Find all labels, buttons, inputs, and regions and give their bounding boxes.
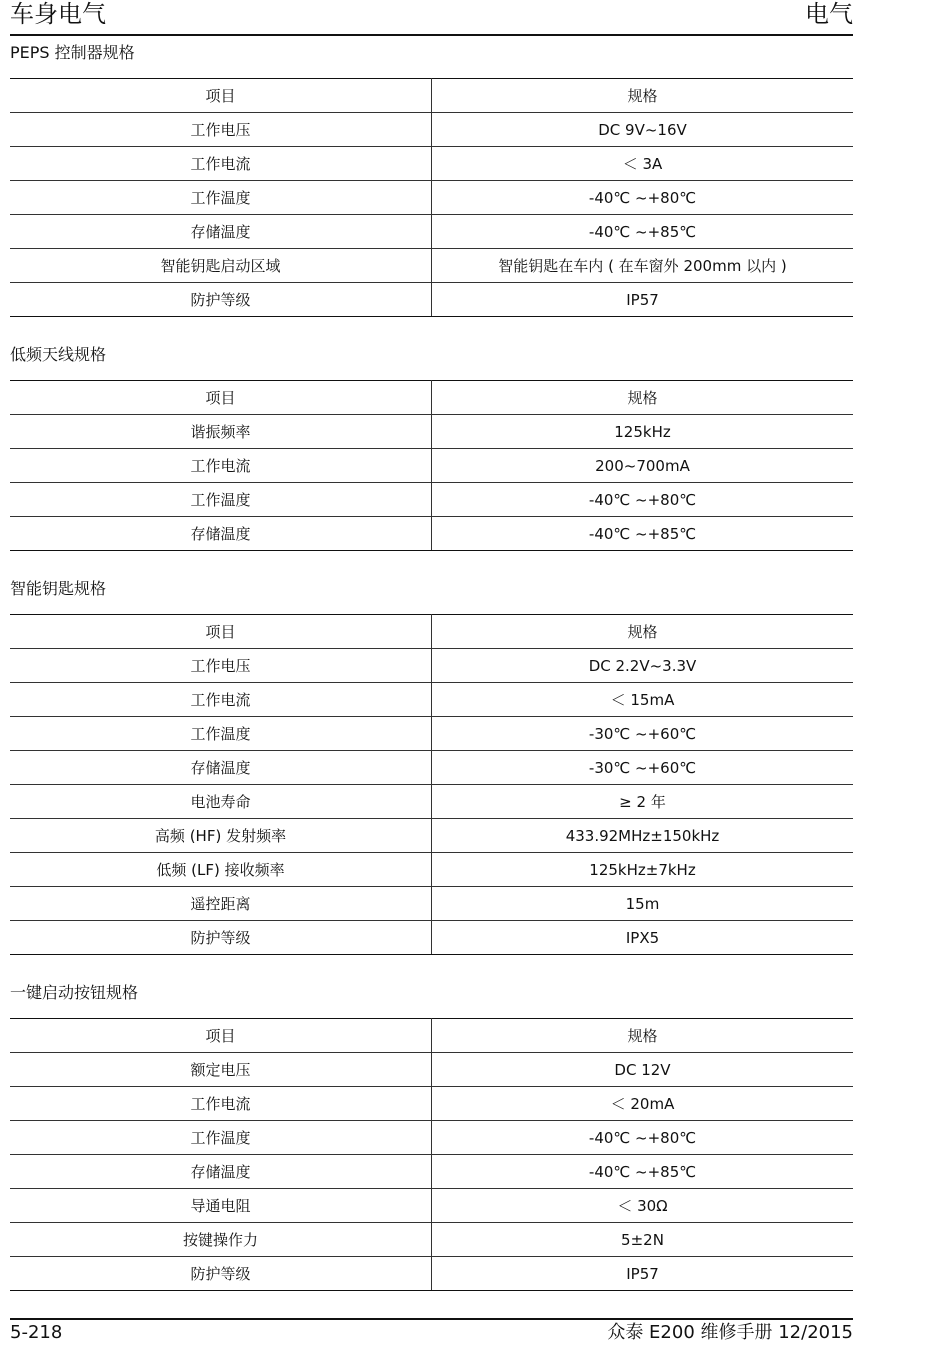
spec-cell: 125kHz±7kHz bbox=[432, 853, 854, 887]
table-row bbox=[10, 483, 853, 517]
item-cell: 工作电流 bbox=[10, 683, 432, 717]
spec-cell: ≥ 2 年 bbox=[432, 785, 854, 819]
item-cell: 工作温度 bbox=[10, 181, 432, 215]
item-cell: 工作电流 bbox=[10, 1087, 432, 1121]
item-cell: 遥控距离 bbox=[10, 887, 432, 921]
item-cell: 工作电流 bbox=[10, 147, 432, 181]
col-header-spec: 规格 bbox=[432, 381, 854, 415]
item-cell: 低频 (LF) 接收频率 bbox=[10, 853, 432, 887]
page-header bbox=[10, 0, 853, 36]
table-row bbox=[10, 1189, 853, 1223]
item-cell: 工作温度 bbox=[10, 1121, 432, 1155]
item-cell: 按键操作力 bbox=[10, 1223, 432, 1257]
col-header-spec: 规格 bbox=[432, 79, 854, 113]
item-cell: 额定电压 bbox=[10, 1053, 432, 1087]
table-row bbox=[10, 147, 853, 181]
spec-cell: 5±2N bbox=[432, 1223, 854, 1257]
table-row bbox=[10, 819, 853, 853]
table-row bbox=[10, 751, 853, 785]
spec-cell: -30℃ ~+60℃ bbox=[432, 717, 854, 751]
spec-cell: DC 2.2V~3.3V bbox=[432, 649, 854, 683]
table-row bbox=[10, 1121, 853, 1155]
col-header-item: 项目 bbox=[10, 79, 432, 113]
spec-cell: 15m bbox=[432, 887, 854, 921]
item-cell: 高频 (HF) 发射频率 bbox=[10, 819, 432, 853]
table-row bbox=[10, 1087, 853, 1121]
item-cell: 工作温度 bbox=[10, 717, 432, 751]
peps-spec-title: PEPS 控制器规格 bbox=[10, 43, 135, 62]
chapter-title: 车身电气 bbox=[10, 0, 106, 28]
start-button-spec-table bbox=[10, 1018, 853, 1291]
table-row bbox=[10, 283, 853, 317]
table-row bbox=[10, 215, 853, 249]
item-cell: 存储温度 bbox=[10, 215, 432, 249]
table-row bbox=[10, 1155, 853, 1189]
spec-cell: -40℃ ~+85℃ bbox=[432, 215, 854, 249]
item-cell: 存储温度 bbox=[10, 1155, 432, 1189]
spec-cell: ＜ 30Ω bbox=[432, 1189, 854, 1223]
page-footer bbox=[10, 1318, 853, 1343]
spec-cell: IPX5 bbox=[432, 921, 854, 955]
spec-cell: IP57 bbox=[432, 283, 854, 317]
spec-cell: -40℃ ~+80℃ bbox=[432, 181, 854, 215]
item-cell: 工作电流 bbox=[10, 449, 432, 483]
col-header-item: 项目 bbox=[10, 381, 432, 415]
col-header-spec: 规格 bbox=[432, 1019, 854, 1053]
table-row bbox=[10, 649, 853, 683]
item-cell: 存储温度 bbox=[10, 751, 432, 785]
table-row bbox=[10, 717, 853, 751]
spec-cell: 433.92MHz±150kHz bbox=[432, 819, 854, 853]
spec-cell: ＜ 3A bbox=[432, 147, 854, 181]
spec-cell: -40℃ ~+85℃ bbox=[432, 517, 854, 551]
spec-cell: -30℃ ~+60℃ bbox=[432, 751, 854, 785]
table-row bbox=[10, 181, 853, 215]
smart-key-spec-title: 智能钥匙规格 bbox=[10, 579, 107, 598]
spec-cell: -40℃ ~+85℃ bbox=[432, 1155, 854, 1189]
item-cell: 防护等级 bbox=[10, 1257, 432, 1291]
table-row bbox=[10, 449, 853, 483]
spec-cell: -40℃ ~+80℃ bbox=[432, 1121, 854, 1155]
lf-antenna-spec-table bbox=[10, 380, 853, 551]
table-row bbox=[10, 517, 853, 551]
table-row bbox=[10, 1223, 853, 1257]
col-header-spec: 规格 bbox=[432, 615, 854, 649]
item-cell: 工作温度 bbox=[10, 483, 432, 517]
col-header-item: 项目 bbox=[10, 615, 432, 649]
table-row bbox=[10, 921, 853, 955]
peps-spec-table bbox=[10, 78, 853, 317]
spec-cell: DC 12V bbox=[432, 1053, 854, 1087]
spec-cell: 125kHz bbox=[432, 415, 854, 449]
table-row bbox=[10, 113, 853, 147]
table-row bbox=[10, 785, 853, 819]
table-row bbox=[10, 853, 853, 887]
smart-key-spec-table bbox=[10, 614, 853, 955]
spec-cell: -40℃ ~+80℃ bbox=[432, 483, 854, 517]
spec-cell: DC 9V~16V bbox=[432, 113, 854, 147]
item-cell: 工作电压 bbox=[10, 113, 432, 147]
start-button-spec-title: 一键启动按钮规格 bbox=[10, 983, 139, 1002]
item-cell: 存储温度 bbox=[10, 517, 432, 551]
item-cell: 智能钥匙启动区域 bbox=[10, 249, 432, 283]
spec-cell: IP57 bbox=[432, 1257, 854, 1291]
table-row bbox=[10, 1257, 853, 1291]
page-number: 5-218 bbox=[10, 1322, 63, 1343]
table-row bbox=[10, 683, 853, 717]
item-cell: 防护等级 bbox=[10, 283, 432, 317]
col-header-item: 项目 bbox=[10, 1019, 432, 1053]
spec-cell: 智能钥匙在车内 ( 在车窗外 200mm 以内 ) bbox=[432, 249, 854, 283]
item-cell: 防护等级 bbox=[10, 921, 432, 955]
table-header-row bbox=[10, 615, 853, 649]
item-cell: 谐振频率 bbox=[10, 415, 432, 449]
manual-page bbox=[10, 0, 853, 1351]
item-cell: 电池寿命 bbox=[10, 785, 432, 819]
table-row bbox=[10, 415, 853, 449]
spec-cell: ＜ 15mA bbox=[432, 683, 854, 717]
table-header-row bbox=[10, 1019, 853, 1053]
spec-cell: 200~700mA bbox=[432, 449, 854, 483]
item-cell: 工作电压 bbox=[10, 649, 432, 683]
spec-cell: ＜ 20mA bbox=[432, 1087, 854, 1121]
table-row bbox=[10, 1053, 853, 1087]
section-title: 电气 bbox=[805, 0, 853, 28]
item-cell: 导通电阻 bbox=[10, 1189, 432, 1223]
table-header-row bbox=[10, 79, 853, 113]
table-header-row bbox=[10, 381, 853, 415]
lf-antenna-spec-title: 低频天线规格 bbox=[10, 345, 107, 364]
table-row bbox=[10, 249, 853, 283]
manual-title: 众泰 E200 维修手册 12/2015 bbox=[607, 1322, 853, 1343]
table-row bbox=[10, 887, 853, 921]
